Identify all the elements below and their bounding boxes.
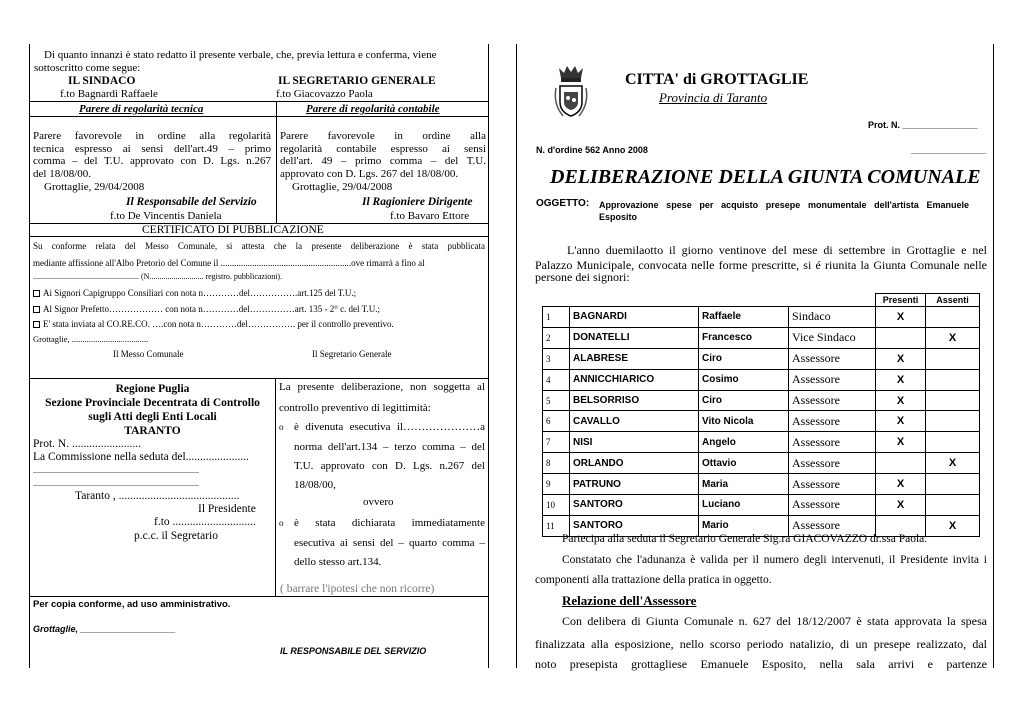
parere-tecnica-title: Parere di regolarità tecnica (79, 103, 204, 115)
parere-contabile-title: Parere di regolarità contabile (306, 103, 440, 115)
checkbox[interactable] (33, 306, 40, 313)
member-role: Assessore (789, 369, 876, 390)
regione-dots: ................................................................................... (33, 466, 199, 475)
member-surname: ANNICCHIARICO (570, 369, 699, 390)
member-number: 1 (543, 307, 570, 328)
table-row (543, 390, 980, 411)
member-presente: X (876, 432, 926, 453)
certificato-check-item (33, 287, 356, 299)
table-row (543, 369, 980, 390)
controllo-option: è stata dichiarata immediatamente (294, 517, 485, 529)
column-divider (275, 378, 276, 596)
province-subtitle: Provincia di Taranto (659, 90, 768, 105)
table-row (543, 474, 980, 495)
member-name: Ciro (699, 390, 789, 411)
regione-taranto: Taranto , .......................................... (75, 490, 240, 502)
copia-grottaglie: Grottaglie, ___________________ (33, 624, 176, 634)
controllo-option: norma dell'art.134 – terzo comma – del (294, 441, 485, 453)
table-row (543, 307, 980, 328)
member-name: Maria (699, 474, 789, 495)
regione-commissione: La Commissione nella seduta del...................... (33, 451, 249, 463)
parere-contabile-line: Parere favorevole in ordine alla (280, 130, 486, 142)
member-role: Assessore (789, 453, 876, 474)
member-surname: CAVALLO (570, 411, 699, 432)
member-name: Mario (699, 515, 789, 536)
member-role: Sindaco (789, 307, 876, 328)
member-presente (876, 453, 926, 474)
member-number: 3 (543, 348, 570, 369)
certificato-line: mediante affissione all'Albo Pretorio del Comune il ..........................................................ove rimarrà a fino al (33, 258, 425, 268)
check-label: Ai Signori Capigruppo Consiliari con nota n…………del…………….art.125 del T.U.; (43, 288, 357, 298)
member-assente: X (926, 327, 980, 348)
certificato-check-item (33, 318, 394, 330)
table-row (543, 348, 980, 369)
coat-of-arms-icon (553, 64, 589, 122)
check-label: E' stata inviata al CO.RE.CO. ….con nota n…………del……………. per il controllo preventivo. (43, 319, 394, 329)
column-divider (276, 101, 277, 223)
oggetto-text: Approvazione spese per acquisto presepe monumentale dell'artista Emanuele (599, 200, 969, 210)
controllo-note: ( barrare l'ipotesi che non ricorre) (280, 583, 435, 595)
controllo-option: esecutiva ai sensi del – quarto comma – (294, 537, 485, 549)
member-number: 10 (543, 495, 570, 516)
constatato-text: componenti alla trattazione della pratica in oggetto. (535, 574, 772, 586)
sindaco-signature: f.to Bagnardi Raffaele (60, 88, 158, 100)
member-number: 7 (543, 432, 570, 453)
table-row (543, 432, 980, 453)
controllo-option: 18/08/00, (294, 479, 336, 491)
member-role: Assessore (789, 515, 876, 536)
controllo-option: T.U. approvato con D. Lgs. n.267 del (294, 460, 485, 472)
parere-tecnica-line: Parere favorevole in ordine alla regolarità (33, 130, 271, 142)
member-assente (926, 390, 980, 411)
member-surname: SANTORO (570, 515, 699, 536)
copia-conforme: Per copia conforme, ad uso amministrativo. (33, 599, 231, 610)
member-surname: ALABRESE (570, 348, 699, 369)
member-number: 4 (543, 369, 570, 390)
member-assente (926, 495, 980, 516)
bullet-icon: o (279, 422, 284, 432)
regione-prot: Prot. N. ........................ (33, 438, 141, 450)
table-header-row (543, 294, 980, 307)
sindaco-title: IL SINDACO (68, 75, 136, 87)
member-number: 2 (543, 327, 570, 348)
checkbox[interactable] (33, 290, 40, 297)
segretario-generale-label: Il Segretario Generale (312, 349, 392, 359)
certificato-title: CERTIFICATO DI PUBBLICAZIONE (142, 224, 324, 236)
member-presente: X (876, 474, 926, 495)
regione-subtitle: sugli Atti degli Enti Locali (88, 411, 217, 423)
member-name: Ottavio (699, 453, 789, 474)
messo-comunale-label: Il Messo Comunale (113, 349, 184, 359)
parere-tecnica-line: del 18/08/00. (33, 168, 92, 180)
member-role: Assessore (789, 390, 876, 411)
bullet-icon: o (279, 518, 284, 528)
member-surname: DONATELLI (570, 327, 699, 348)
member-role: Assessore (789, 348, 876, 369)
parere-tecnica-date: Grottaglie, 29/04/2008 (44, 181, 145, 193)
member-surname: BELSORRISO (570, 390, 699, 411)
parere-contabile-line: regolarità contabile espresso ai sensi (280, 142, 486, 155)
member-number: 5 (543, 390, 570, 411)
header-assenti: Assenti (926, 294, 980, 307)
table-row (543, 411, 980, 432)
member-surname: BAGNARDI (570, 307, 699, 328)
member-presente: X (876, 411, 926, 432)
member-number: 11 (543, 515, 570, 536)
intro-paragraph: L'anno duemilaotto il giorno ventinove del mese di settembre in Grottaglie e nel (567, 243, 987, 257)
member-name: Angelo (699, 432, 789, 453)
segretario-signature: f.to Giacovazzo Paola (276, 88, 373, 100)
responsabile-servizio: IL RESPONSABILE DEL SERVIZIO (280, 646, 427, 656)
ordine-number: N. d'ordine 562 Anno 2008 (536, 145, 648, 155)
divider (30, 101, 488, 102)
controllo-line: controllo preventivo di legittimità: (279, 402, 431, 414)
controllo-option: dello stesso art.134. (294, 556, 382, 568)
controllo-line: La presente deliberazione, non soggetta al (279, 381, 485, 393)
left-page (29, 44, 489, 668)
checkbox[interactable] (33, 321, 40, 328)
regione-segretario: p.c.c. il Segretario (134, 530, 218, 542)
parere-contabile-line: dell'art. 49 – primo comma – del T.U. (280, 155, 486, 167)
oggetto-text: Esposito (599, 212, 638, 222)
member-number: 6 (543, 411, 570, 432)
segretario-title: IL SEGRETARIO GENERALE (278, 75, 436, 87)
member-number: 8 (543, 453, 570, 474)
member-surname: PATRUNO (570, 474, 699, 495)
member-surname: SANTORO (570, 495, 699, 516)
table-row (543, 453, 980, 474)
intro-paragraph: persone dei signori: (535, 270, 630, 284)
member-surname: ORLANDO (570, 453, 699, 474)
member-name: Francesco (699, 327, 789, 348)
member-name: Vito Nicola (699, 411, 789, 432)
divider (30, 116, 488, 117)
member-assente (926, 432, 980, 453)
intro-paragraph: Palazzo Municipale, convocata nelle forme prescritte, si é riunita la Giunta Comunale nelle (535, 258, 987, 272)
member-presente: X (876, 307, 926, 328)
regione-fto: f.to ............................. (154, 516, 256, 528)
parere-tecnica-role: Il Responsabile del Servizio (126, 196, 257, 208)
regione-city: TARANTO (124, 425, 181, 437)
member-role: Assessore (789, 495, 876, 516)
controllo-option: è divenuta esecutiva il…………………a (294, 421, 485, 433)
city-title: CITTA' di GROTTAGLIE (625, 71, 809, 88)
table-row (543, 327, 980, 348)
header-presenti: Presenti (876, 294, 926, 307)
parere-tecnica-line: comma – del T.U. approvato con D. Lgs. n.267 (33, 155, 271, 167)
oggetto-label: OGGETTO: (536, 198, 590, 209)
relazione-text: noto presepista grottagliese Emanuele Esposito, nella sala arrivi e partenze (535, 657, 987, 671)
check-label: Al Signor Prefetto……………… con nota n…………del……………art. 135 - 2° c. del T.U.; (43, 304, 380, 314)
partecipa-text: Partecipa alla seduta il Segretario Generale Sig.ra GIACOVAZZO dr.ssa Paola. (562, 533, 928, 545)
member-assente (926, 474, 980, 495)
certificato-line: Su conforme relata del Messo Comunale, si attesta che la presente deliberazione è stata pubblicata (33, 241, 485, 251)
member-assente: X (926, 515, 980, 536)
member-name: Cosimo (699, 369, 789, 390)
divider (30, 596, 488, 597)
relazione-title: Relazione dell'Assessore (562, 593, 697, 608)
relazione-text: finalizzata alla esposizione, nello scorso periodo natalizio, di un presepe realizzato, dal (535, 637, 987, 651)
intro-text-cont: sottoscritto come segue: (34, 62, 141, 74)
member-surname: NISI (570, 432, 699, 453)
regione-presidente: Il Presidente (198, 503, 256, 515)
divider (30, 378, 488, 379)
regione-subtitle: Sezione Provinciale Decentrata di Controllo (45, 397, 260, 409)
regione-dots: ................................................................................... (33, 479, 199, 488)
member-presente: X (876, 390, 926, 411)
member-role: Assessore (789, 474, 876, 495)
table-header-blank (543, 294, 876, 307)
ordine-underline: _______________ (911, 145, 987, 155)
member-assente: X (926, 453, 980, 474)
member-presente: X (876, 495, 926, 516)
member-number: 9 (543, 474, 570, 495)
regione-title: Regione Puglia (115, 383, 190, 395)
parere-contabile-signature: f.to Bavaro Ettore (390, 210, 470, 222)
member-presente (876, 327, 926, 348)
certificato-check-item (33, 303, 380, 315)
parere-tecnica-signature: f.to De Vincentis Daniela (110, 210, 222, 222)
parere-contabile-line: approvato con D. Lgs. 267 del 18/08/00. (280, 168, 459, 180)
certificato-line: ..................................................... (N........................... registro. pubblicazioni). (33, 272, 283, 281)
member-name: Luciano (699, 495, 789, 516)
parere-contabile-role: Il Ragioniere Dirigente (362, 196, 473, 208)
certificato-date: Grottaglie, .................................... (33, 334, 149, 344)
member-assente (926, 369, 980, 390)
member-assente (926, 411, 980, 432)
parere-tecnica-line: tecnica espresso ai sensi dell'art.49 – primo (33, 142, 271, 155)
deliberazione-title: DELIBERAZIONE DELLA GIUNTA COMUNALE (550, 166, 981, 188)
member-presente: X (876, 348, 926, 369)
relazione-text: Con delibera di Giunta Comunale n. 627 del 18/12/2007 è stata approvata la spesa (562, 614, 987, 628)
right-page (516, 44, 994, 671)
member-name: Ciro (699, 348, 789, 369)
members-table (542, 293, 980, 537)
member-presente: X (876, 369, 926, 390)
member-name: Raffaele (699, 307, 789, 328)
constatato-text: Constatato che l'adunanza è valida per il numero degli intervenuti, il Presidente invita i (562, 554, 987, 566)
prot-number: Prot. N. _______________ (868, 120, 978, 130)
intro-text: Di quanto innanzi è stato redatto il presente verbale, che, previa lettura e conferma, viene (44, 49, 437, 61)
member-assente (926, 348, 980, 369)
table-row (543, 495, 980, 516)
controllo-ovvero: ovvero (363, 496, 394, 508)
divider (30, 236, 488, 237)
member-role: Vice Sindaco (789, 327, 876, 348)
member-role: Assessore (789, 411, 876, 432)
member-assente (926, 307, 980, 328)
member-role: Assessore (789, 432, 876, 453)
parere-contabile-date: Grottaglie, 29/04/2008 (292, 181, 393, 193)
